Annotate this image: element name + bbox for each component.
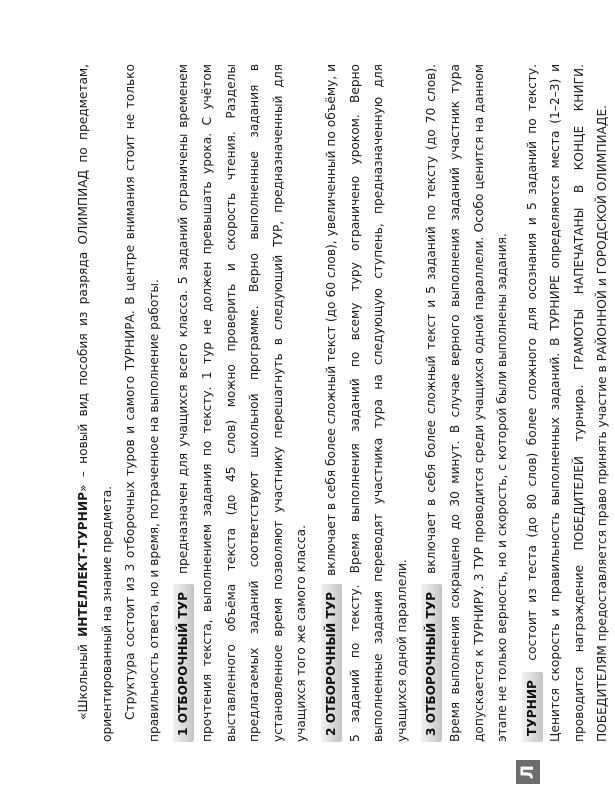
tour-paragraph-1 <box>172 64 314 742</box>
tour-label-2: 2 ОТБОРОЧНЫЙ ТУР <box>321 584 342 742</box>
tour-paragraph-final <box>521 64 615 742</box>
tour-text-final: состоит из теста (до 80 слов) более сложного для осознания и 5 заданий по тексту. Ценится скорость и правильность выполненных заданий. В ТУРНИРЕ определяются места (1–2–3) и проводится награждение ПОБЕДИТЕЛЕЙ турнира. ГРАМОТЫ НАПЕЧАТАНЫ В КОНЦЕ КНИГИ. ПОБЕДИТЕЛЯМ предоставляется право принять участие в РАЙОННОЙ и ГОРОДСКОЙ ОЛИМПИАДЕ. <box>524 63 610 742</box>
intro-paragraph <box>72 64 119 742</box>
intro-title-bold: ИНТЕЛЛЕКТ-ТУРНИР <box>76 492 90 637</box>
structure-paragraph: Структура состоит из 3 отборочных туров и самого ТУРНИРА. В центре внимания стоит не только правильность ответа, но и время, потраченное на выполнение работы. <box>123 64 161 742</box>
page-text <box>72 64 615 742</box>
tour-label-3: 3 ОТБОРОЧНЫЙ ТУР <box>421 584 442 742</box>
tour-text-2: включает в себя более сложный текст (до 60 слов), увеличенный по объёму, и 5 заданий по тексту. Время выполнения заданий по всему туру ограничено уроком. Верно выполненные задания переводят участника тура на следующую ступень, предназначенную для учащихся одной параллели. <box>323 63 409 742</box>
publisher-logo-icon: Л <box>516 760 540 784</box>
tour-paragraph-2 <box>320 64 414 742</box>
intro-text-start: «Школьный <box>76 636 90 720</box>
tour-text-1: предназначен для учащихся всего класса. 5 заданий ограничены временем прочтения текста, выполнением задания по тексту. 1 тур не должен превышать урока. С учётом выставленного объёма текста (до 45 слов) можно проверить и скорость чтения. Разделы предлагаемых заданий соответствуют школьной программе. Верно выполненные задания в установленное время позволяют участнику перешагнуть в следующий ТУР, предназначенный для учащихся того же самого класса. <box>176 64 309 742</box>
tour-label-final: ТУРНИР <box>522 672 543 742</box>
tour-label-1: 1 ОТБОРОЧНЫЙ ТУР <box>173 584 194 742</box>
tour-paragraph-3 <box>420 64 514 742</box>
tour-text-3: включает в себя более сложный текст и 5 заданий по тексту (до 70 слов). Время выполнения сокращено до 30 минут. В случае верного выполнения заданий участник тура допускается к ТУРНИРУ. 3 ТУР проводится среди учащихся одной параллели. Особо ценится на данном этапе не только верность, но и скорость, с которой были выполнены задания. <box>424 64 510 742</box>
intro-text-end: » – новый вид пособия из разряда ОЛИМПИАД по предметам, ориентированный на знание предмета. <box>76 64 114 742</box>
